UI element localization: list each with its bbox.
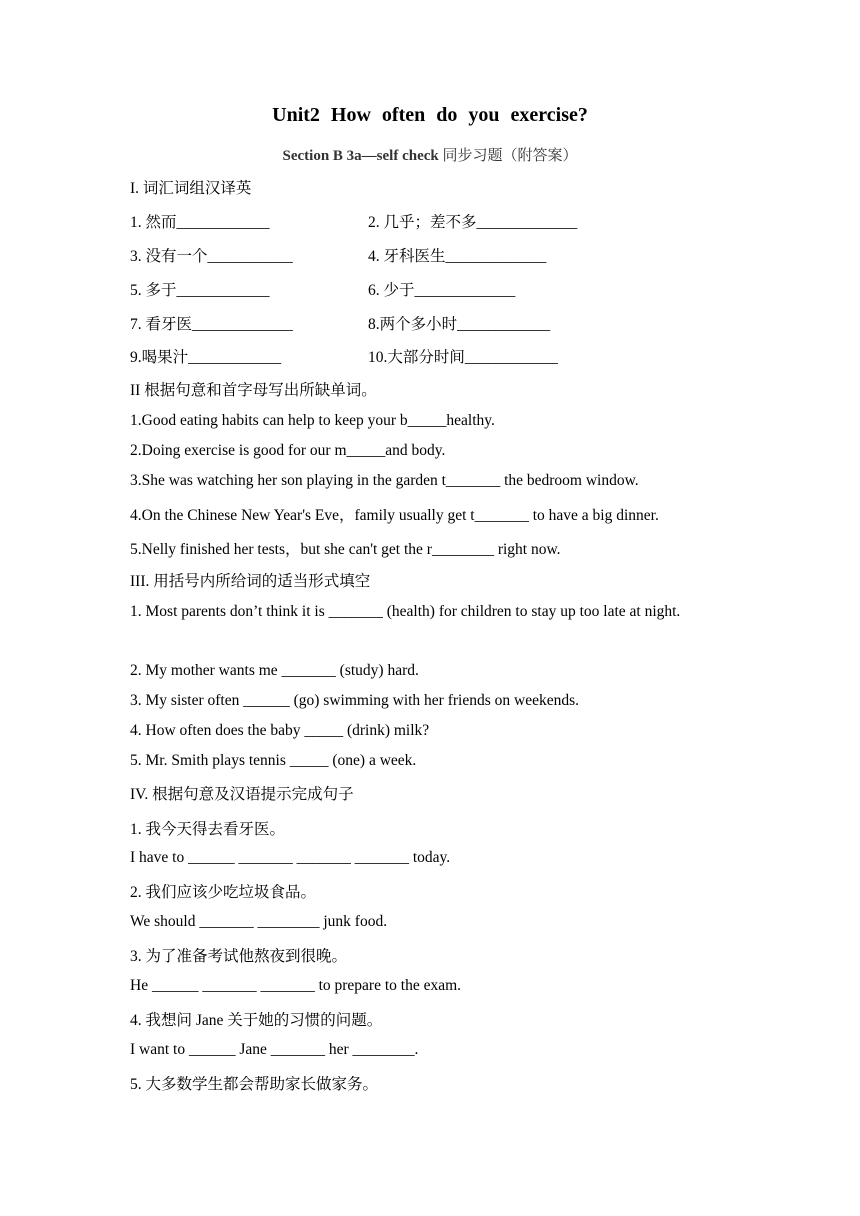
vocab-item-4: 4. 牙科医生_____________ <box>368 248 547 265</box>
fill-item-2: 2.Doing exercise is good for our m_____and body. <box>130 442 446 459</box>
fill-item-3: 3.She was watching her son playing in the garden t_______ the bedroom window. <box>130 472 639 489</box>
form-item-2: 2. My mother wants me _______ (study) hard. <box>130 662 419 679</box>
section1-heading: I. 词汇词组汉译英 <box>130 180 252 197</box>
fill-item-4: 4.On the Chinese New Year's Eve，family usually get t_______ to have a big dinner. <box>130 507 659 524</box>
sentence-prompt-3: 3. 为了准备考试他熬夜到很晚。 <box>130 948 348 965</box>
form-item-3: 3. My sister often ______ (go) swimming with her friends on weekends. <box>130 692 580 709</box>
form-item-4: 4. How often does the baby _____ (drink) milk? <box>130 722 430 739</box>
sentence-prompt-5: 5. 大多数学生都会帮助家长做家务。 <box>130 1076 379 1093</box>
vocab-item-2: 2. 几乎；差不多_____________ <box>368 214 578 231</box>
vocab-item-7: 7. 看牙医_____________ <box>130 316 293 333</box>
sentence-answer-3: He ______ _______ _______ to prepare to the exam. <box>130 977 462 994</box>
vocab-item-6: 6. 少于_____________ <box>368 282 516 299</box>
vocab-item-9: 9.喝果汁____________ <box>130 349 282 366</box>
subtitle-rest: 同步习题（附答案） <box>438 148 578 164</box>
page-subtitle <box>0 144 860 165</box>
vocab-item-5: 5. 多于____________ <box>130 282 270 299</box>
sentence-prompt-4: 4. 我想问 Jane 关于她的习惯的问题。 <box>130 1012 383 1029</box>
section4-heading: IV. 根据句意及汉语提示完成句子 <box>130 786 354 803</box>
section2-heading: II 根据句意和首字母写出所缺单词。 <box>130 382 377 399</box>
fill-item-1: 1.Good eating habits can help to keep your b_____healthy. <box>130 412 495 429</box>
vocab-item-3: 3. 没有一个___________ <box>130 248 293 265</box>
vocab-item-8: 8.两个多小时____________ <box>368 316 551 333</box>
sentence-prompt-1: 1. 我今天得去看牙医。 <box>130 821 286 838</box>
vocab-item-1: 1. 然而____________ <box>130 214 270 231</box>
sentence-prompt-2: 2. 我们应该少吃垃圾食品。 <box>130 884 317 901</box>
section3-heading: III. 用括号内所给词的适当形式填空 <box>130 573 371 590</box>
form-item-5: 5. Mr. Smith plays tennis _____ (one) a week. <box>130 752 417 769</box>
sentence-answer-1: I have to ______ _______ _______ _______ today. <box>130 849 451 866</box>
subtitle-bold: Section B 3a—self check <box>282 148 439 164</box>
form-item-1: 1. Most parents don’t think it is _______ (health) for children to stay up too late at night. <box>130 603 681 620</box>
vocab-item-10: 10.大部分时间____________ <box>368 349 558 366</box>
page-title: Unit2 How often do you exercise? <box>272 104 588 126</box>
sentence-answer-2: We should _______ ________ junk food. <box>130 913 388 930</box>
fill-item-5: 5.Nelly finished her tests，but she can't get the r________ right now. <box>130 541 561 558</box>
sentence-answer-4: I want to ______ Jane _______ her ________. <box>130 1041 419 1058</box>
